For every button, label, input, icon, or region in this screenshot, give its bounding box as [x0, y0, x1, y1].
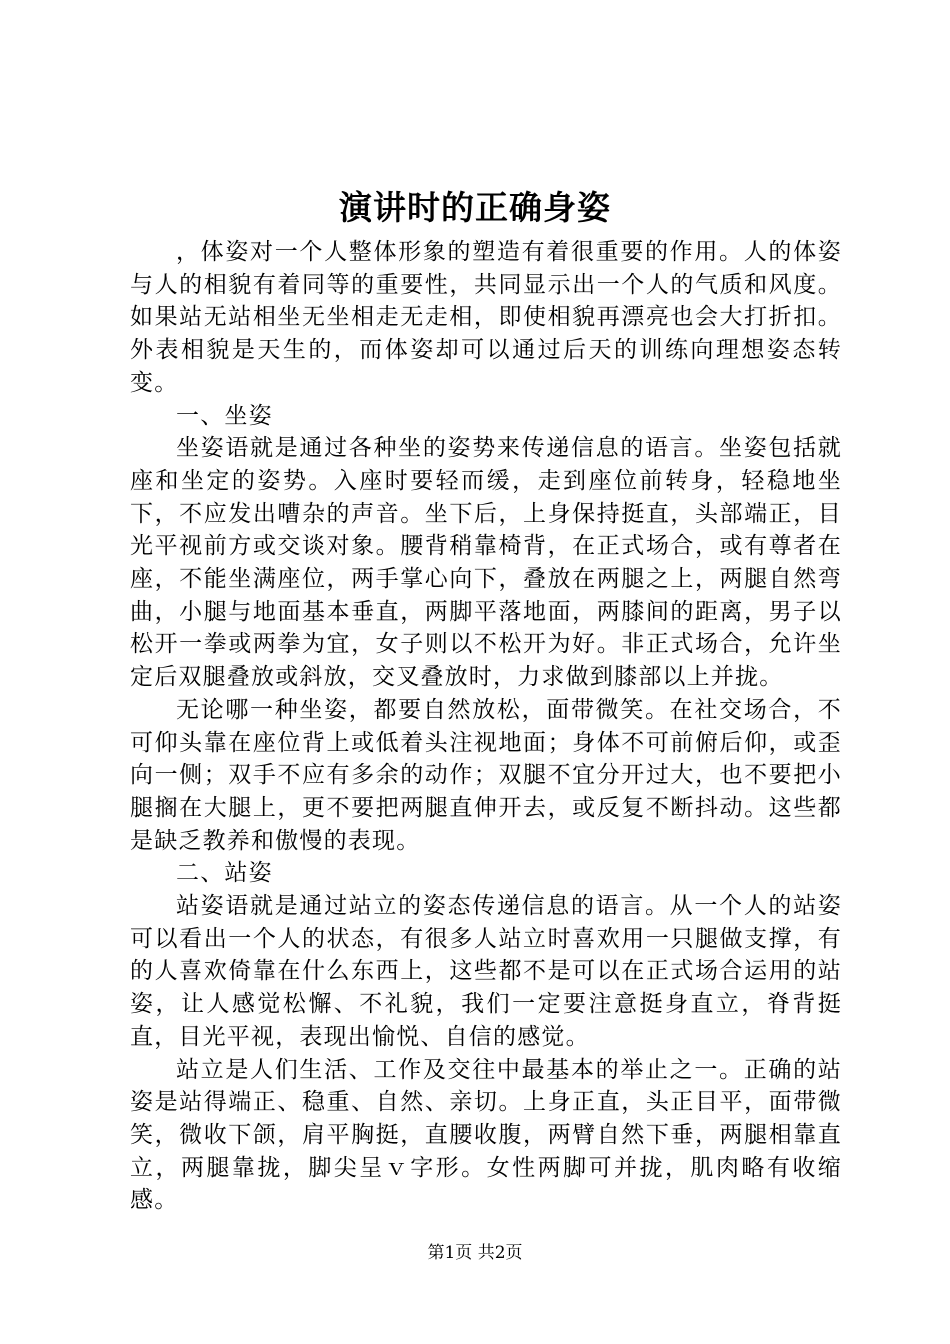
document-title: 演讲时的正确身姿: [339, 188, 611, 227]
paragraph-intro: ，体姿对一个人整体形象的塑造有着很重要的作用。人的体姿与人的相貌有着同等的重要性，共同显示出一个人的气质和风度。如果站无站相坐无坐相走无走相，即使相貌再漂亮也会大打折扣。外表相貌是天生的，而体姿却可以通过后天的训练向理想姿态转变。: [130, 239, 842, 396]
page-footer: 第1页 共2页: [427, 1243, 523, 1263]
section-heading-sitting: 一、坐姿: [176, 402, 273, 429]
paragraph-sitting-1: 坐姿语就是通过各种坐的姿势来传递信息的语言。坐姿包括就座和坐定的姿势。入座时要轻而缓，走到座位前转身，轻稳地坐下，不应发出嘈杂的声音。坐下后，上身保持挺直，头部端正，目光平视前方或交谈对象。腰背稍靠椅背，在正式场合，或有尊者在座，不能坐满座位，两手掌心向下，叠放在两腿之上，两腿自然弯曲，小腿与地面基本垂直，两脚平落地面，两膝间的距离，男子以松开一拳或两拳为宜，女子则以不松开为好。非正式场合，允许坐定后双腿叠放或斜放，交叉叠放时，力求做到膝部以上并拢。: [130, 435, 842, 691]
paragraph-standing-2: 站立是人们生活、工作及交往中最基本的举止之一。正确的站姿是站得端正、稳重、自然、亲切。上身正直，头正目平，面带微笑，微收下颌，肩平胸挺，直腰收腹，两臂自然下垂，两腿相靠直立，两腿靠拢，脚尖呈ｖ字形。女性两脚可并拢，肌肉略有收缩感。: [130, 1056, 842, 1214]
paragraph-sitting-2: 无论哪一种坐姿，都要自然放松，面带微笑。在社交场合，不可仰头靠在座位背上或低着头注视地面；身体不可前俯后仰，或歪向一侧；双手不应有多余的动作；双腿不宜分开过大，也不要把小腿搁在大腿上，更不要把两腿直伸开去，或反复不断抖动。这些都是缺乏教养和傲慢的表现。: [130, 696, 842, 854]
section-heading-standing: 二、站姿: [176, 860, 273, 887]
paragraph-standing-1: 站姿语就是通过站立的姿态传递信息的语言。从一个人的站姿可以看出一个人的状态，有很多人站立时喜欢用一只腿做支撑，有的人喜欢倚靠在什么东西上，这些都不是可以在正式场合运用的站姿，让人感觉松懈、不礼貌，我们一定要注意挺身直立，脊背挺直，目光平视，表现出愉悦、自信的感觉。: [130, 893, 842, 1050]
document-body: [130, 236, 842, 1217]
